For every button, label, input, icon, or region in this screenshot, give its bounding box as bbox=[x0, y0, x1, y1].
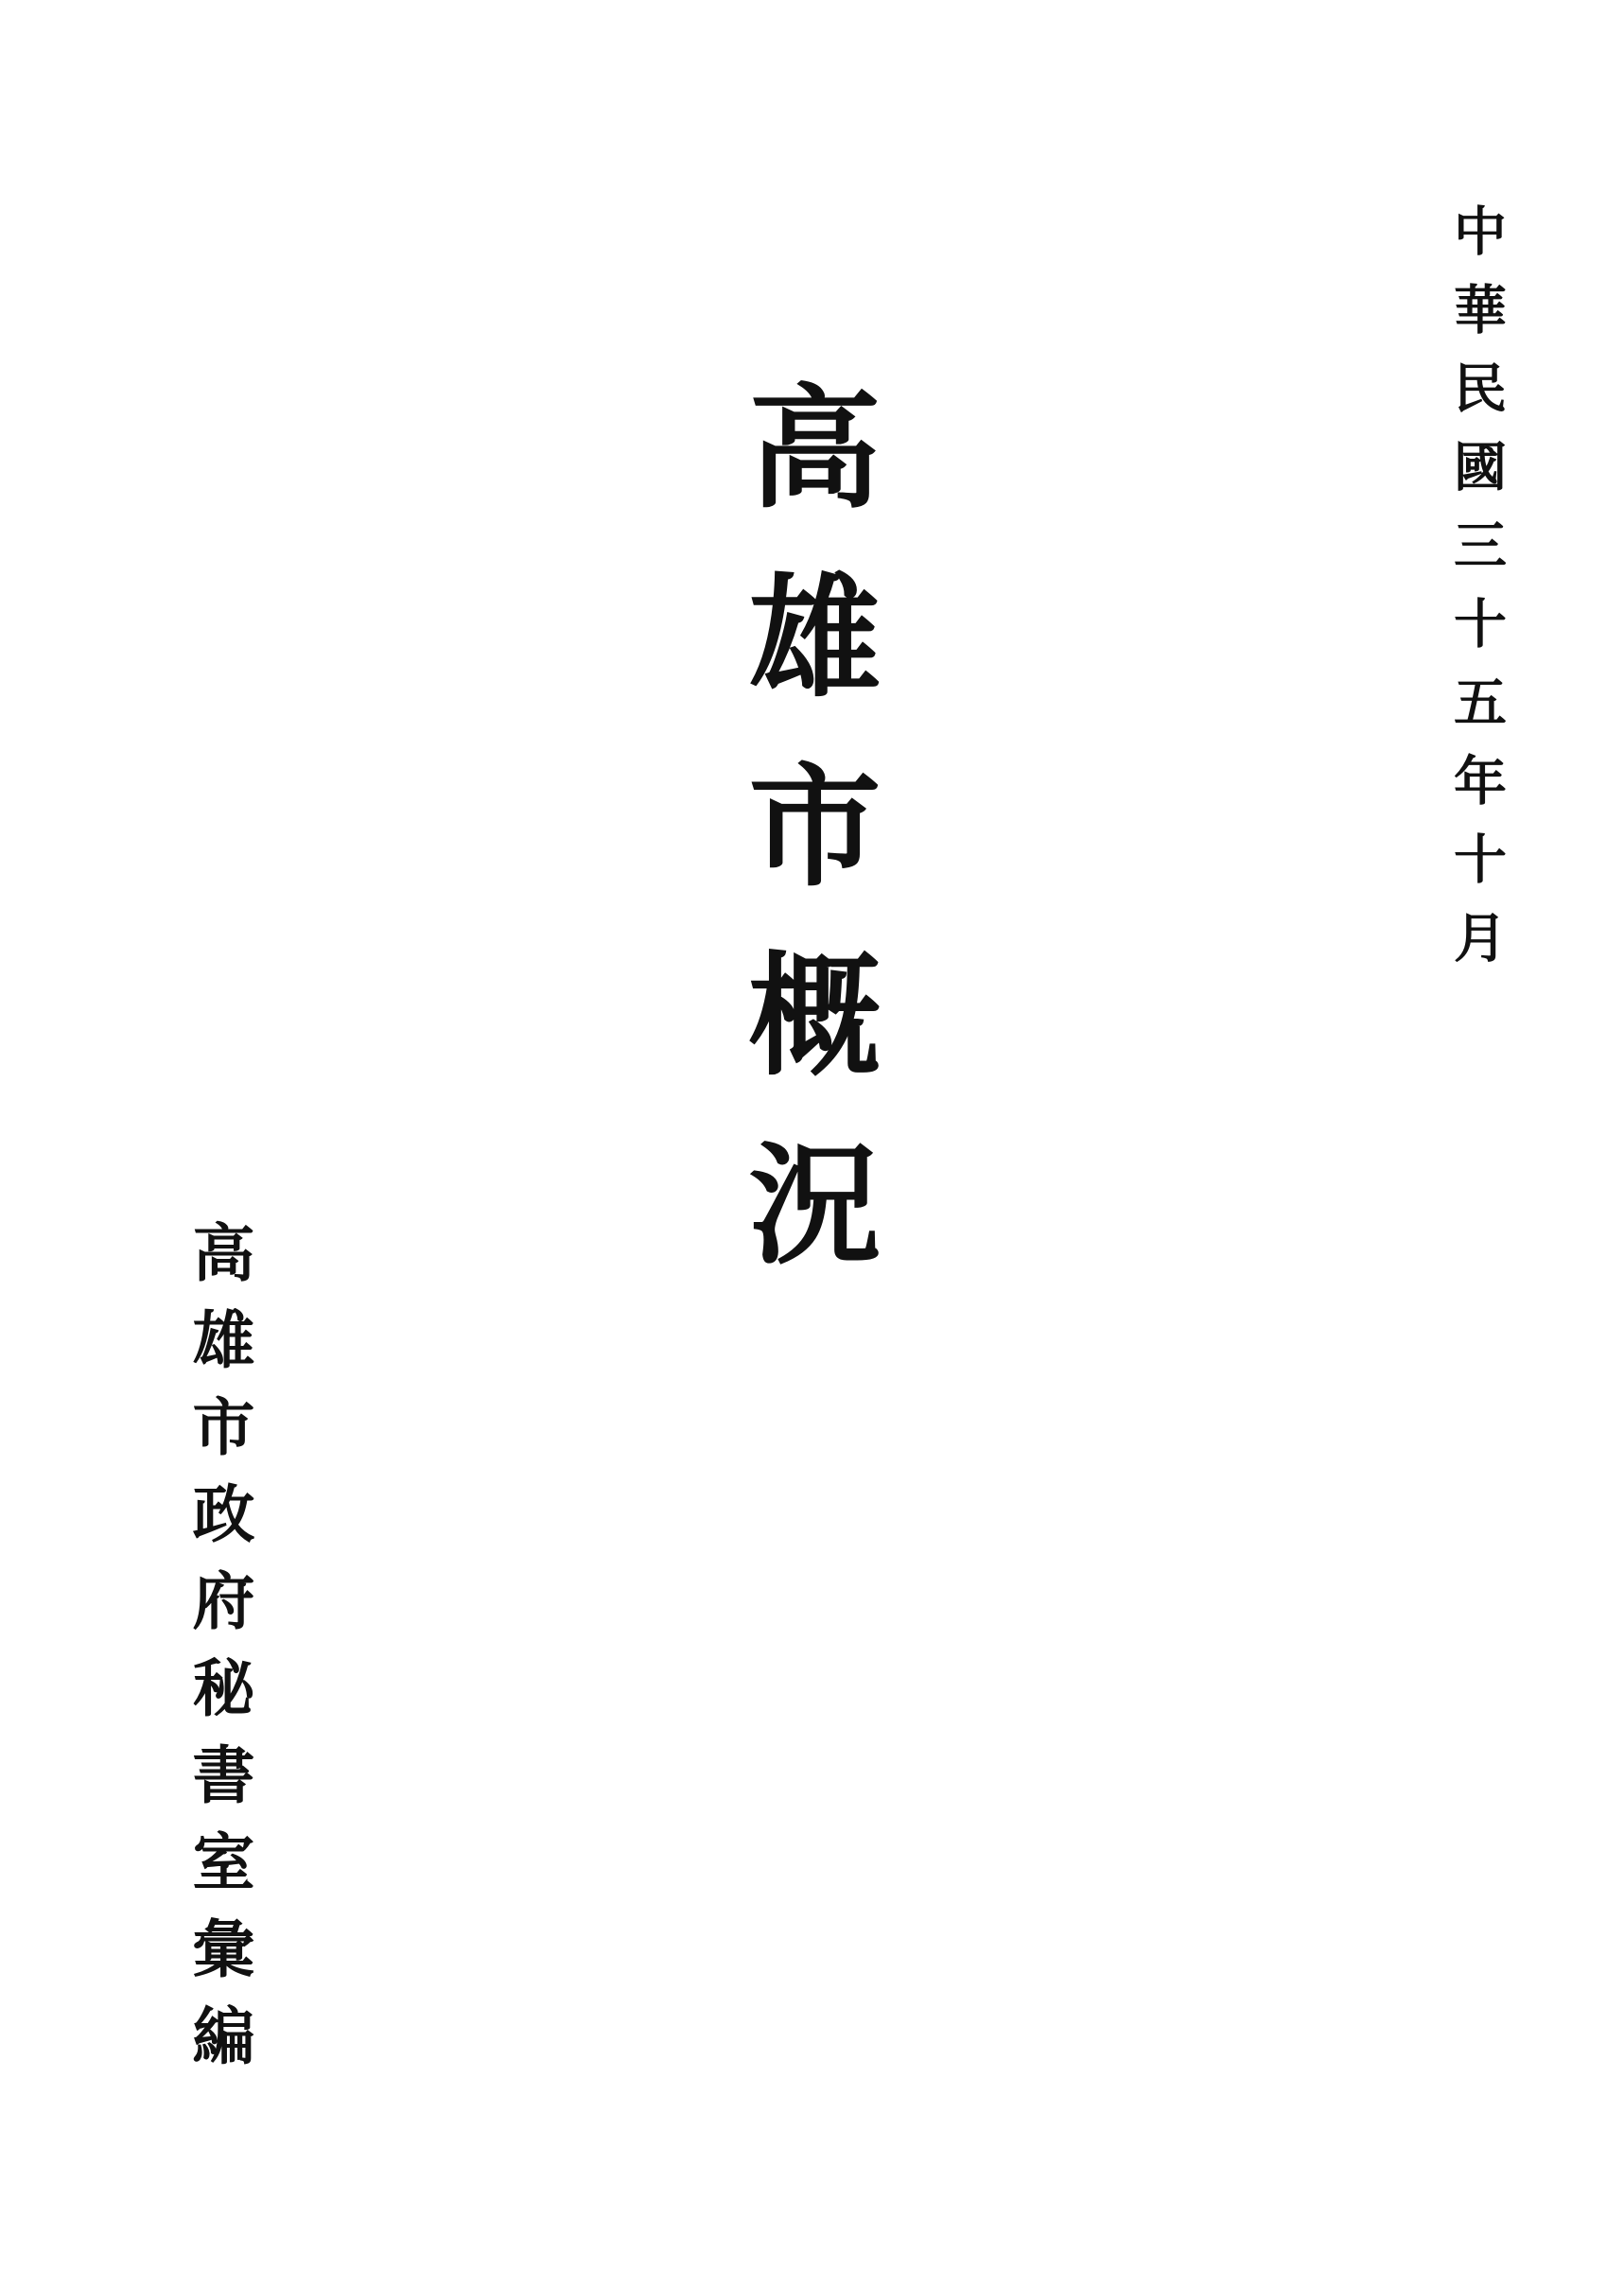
page-title: 高雄市概況 bbox=[726, 378, 882, 1324]
publication-date: 中華民國三十五年十月 bbox=[1445, 203, 1508, 988]
publisher-imprint: 高雄市政府秘書室彙編 bbox=[182, 1220, 255, 2090]
